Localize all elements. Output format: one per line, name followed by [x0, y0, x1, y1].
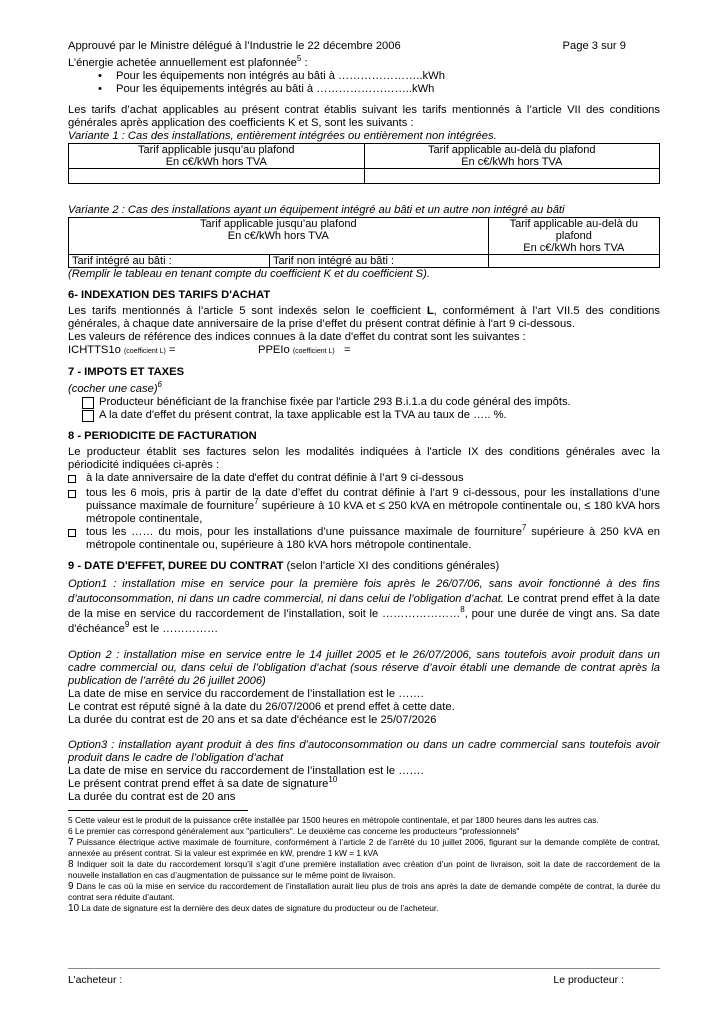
producteur-label: Le producteur : [553, 974, 624, 986]
option2-title: Option 2 : installation mise en service entre le 14 juillet 2005 et le 26/07/2006, sans toutefois avoir produit dans un cadre commercial ou, dans celui de l’obligation d’achat (sous réserve d’avoir établi une demande de contrat après la publication de l’arrêté du 26 juillet 2006) [68, 649, 660, 687]
section6-para1: Les tarifs mentionnés à l’article 5 sont indexés selon le coefficient L, conformément à l’art VII.5 des conditions générales, à chaque date anniversaire de la prise d’effet du présent contrat définie à l'art 9 ci-dessous. [68, 305, 660, 330]
checkbox[interactable] [82, 397, 94, 409]
footnote-6: 6 Le premier cas correspond généralement aux "particuliers". Le deuxième cas concerne les producteurs "professionnels" [68, 826, 520, 836]
option3-line: La durée du contrat est de 20 ans [68, 791, 236, 803]
checkbox[interactable] [68, 475, 76, 483]
document-page [68, 40, 660, 914]
table1-value-cell[interactable] [364, 169, 660, 184]
variante2-title: Variante 2 : Cas des installations ayant un équipement intégré au bâti et un autre non intégré au bâti [68, 204, 565, 216]
header-approval: Approuvé par le Ministre délégué à l’Industrie le 22 décembre 2006 [68, 40, 401, 52]
option1-text: Option1 : installation mise en service pour la première fois après le 26/07/06, sans avoir fonctionné à des fins d’autoconsommation, ni dans un cadre commercial, ni dans celui de l’obligation d’achat. Le contrat prend effet à la date de la mise en service du raccordement de l’installation, soit le …………………$^8$, pour une durée de vingt ans. Sa date d'échéance$^9$ est le …………… [68, 578, 661, 635]
footnote-5: 5 Cette valeur est le produit de la puissance crête installée par 1500 heures en métropole continentale, et par 1800 heures dans les autres cas. [68, 815, 599, 825]
table2-col2-header: Tarif applicable au-delà du plafond En c€/kWh hors TVA [488, 218, 659, 255]
section8-intro: Le producteur établit ses factures selon les modalités indiquées à l'article IX des conditions générales avec la périodicité indiquées ci-après : [68, 446, 660, 471]
option2-line: La date de mise en service du raccordement de l’installation est le ……. [68, 688, 424, 700]
option3-line: Le présent contrat prend effet à sa date de signature$^{10}$ [68, 775, 338, 790]
footnotes [68, 815, 660, 914]
option3-line: La date de mise en service du raccordement de l’installation est le ……. [68, 765, 424, 777]
tariff-table-2 [68, 217, 660, 268]
billing-option-annual[interactable]: à la date anniversaire de la date d'effet du contrat définie à l’art 9 ci-dessous [68, 472, 660, 487]
section6-para2: Les valeurs de référence des indices connues à la date d'effet du contrat sont les suivantes : [68, 331, 526, 343]
checkbox[interactable] [82, 410, 94, 422]
option2-line: La durée du contrat est de 20 ans et sa date d'échéance est le 25/07/2026 [68, 714, 437, 726]
cocher-instruction: (cocher une case)$^6$ [68, 380, 162, 395]
energy-cap-line: L’énergie achetée annuellement est plafonnée$^5$ : [68, 54, 308, 69]
tariff-table-1 [68, 143, 660, 184]
page-number: Page 3 sur 9 [562, 40, 626, 52]
table1-col1-header: Tarif applicable jusqu’au plafond En c€/kWh hors TVA [69, 144, 365, 169]
option3-title: Option3 : installation ayant produit à des fins d’autoconsommation ou dans un cadre commercial sans toutefois avoir produit dans le cadre de l’obligation d’achat [68, 739, 660, 764]
tax-option-franchise[interactable]: Producteur bénéficiant de la franchise fixée par l'article 293 B.i.1.a du code général des impôts. [68, 396, 660, 409]
index-values: ICHTTS1o (coefficient L) = PPEIo (coefficient L) = [68, 344, 351, 356]
acheteur-label: L’acheteur : [68, 974, 123, 986]
table2-value-cell[interactable] [488, 255, 659, 268]
section8-title: 8 - PERIODICITE DE FACTURATION [68, 430, 257, 442]
variante1-title: Variante 1 : Cas des installations, entièrement intégrées ou entièrement non intégrées. [68, 130, 497, 142]
table1-value-cell[interactable] [69, 169, 365, 184]
footnote-7: 7 Puissance électrique active maximale de fourniture, conformément à l’article 2 de l’arrêté du 10 juillet 2006, figurant sur la demande complète de contrat, annexée au présent contrat. Si la valeur est exprimée en kW, prendre 1 kW = 1 kVA [68, 837, 660, 858]
table2-non-integre-cell[interactable]: Tarif non intégré au bâti : [269, 255, 488, 268]
section6-title: 6- INDEXATION DES TARIFS D'ACHAT [68, 289, 271, 301]
section9-title: 9 - DATE D'EFFET, DUREE DU CONTRAT (selon l’article XI des conditions générales) [68, 560, 500, 572]
table-instruction: (Remplir le tableau en tenant compte du coefficient K et du coefficient S). [68, 268, 430, 280]
checkbox[interactable] [68, 529, 76, 537]
checkbox[interactable] [68, 490, 76, 498]
section7-title: 7 - IMPOTS ET TAXES [68, 366, 185, 378]
bullet-item: • Pour les équipements intégrés au bâti à ……………………..kWh [98, 83, 435, 95]
tax-option-tva[interactable]: A la date d'effet du présent contrat, la taxe applicable est la TVA au taux de ….. %. [68, 409, 660, 422]
footnote-8: 8 Indiquer soit la date du raccordement lorsqu’il s’agit d’une première installation avec création d’un point de livraison, soit la date de raccordement de la nouvelle installation en cas d’augmentation de puissance sur le même point de livraison. [68, 859, 660, 880]
page-header [68, 40, 660, 53]
table2-integre-cell[interactable]: Tarif intégré au bâti : [69, 255, 270, 268]
footnote-separator [68, 810, 248, 811]
footnote-10: 10 La date de signature est la dernière des deux dates de signature du producteur ou de l’acheteur. [68, 903, 439, 914]
billing-option-monthly[interactable]: tous les …… du mois, pour les installations d’une puissance maximale de fourniture$^7$ supérieure à 250 kVA en métropole continentale ou, supérieure à 180 kVA hors métropole continentale. [68, 526, 660, 552]
table2-col1-header: Tarif applicable jusqu’au plafond En c€/kWh hors TVA [69, 218, 489, 255]
billing-option-6months[interactable]: tous les 6 mois, pris à partir de la date d’effet du contrat définie à l’art 9 ci-dessous, pour les installations d’une puissance maximale de fourniture$^7$ supérieure à 10 kVA et ≤ 250 kVA en métropole continentale ou, ≤ 180 kVA hors métropole continentale, [68, 487, 660, 526]
bullet-item: • Pour les équipements non intégrés au bâti à …………………..kWh [98, 70, 445, 82]
tarifs-paragraph: Les tarifs d’achat applicables au présent contrat établis suivant les tarifs mentionnés à l’article VII des conditions générales après application des coefficients K et S, sont les suivants : [68, 104, 660, 129]
table1-col2-header: Tarif applicable au-delà du plafond En c€/kWh hors TVA [364, 144, 660, 169]
footnote-9: 9 Dans le cas où la mise en service du raccordement de l’installation aurait lieu plus de trois ans après la date de demande compète de contrat, la durée du contrat sera réduite d’autant. [68, 881, 660, 902]
signature-footer [68, 968, 660, 987]
option2-line: Le contrat est réputé signé à la date du 26/07/2006 et prend effet à cette date. [68, 701, 455, 713]
